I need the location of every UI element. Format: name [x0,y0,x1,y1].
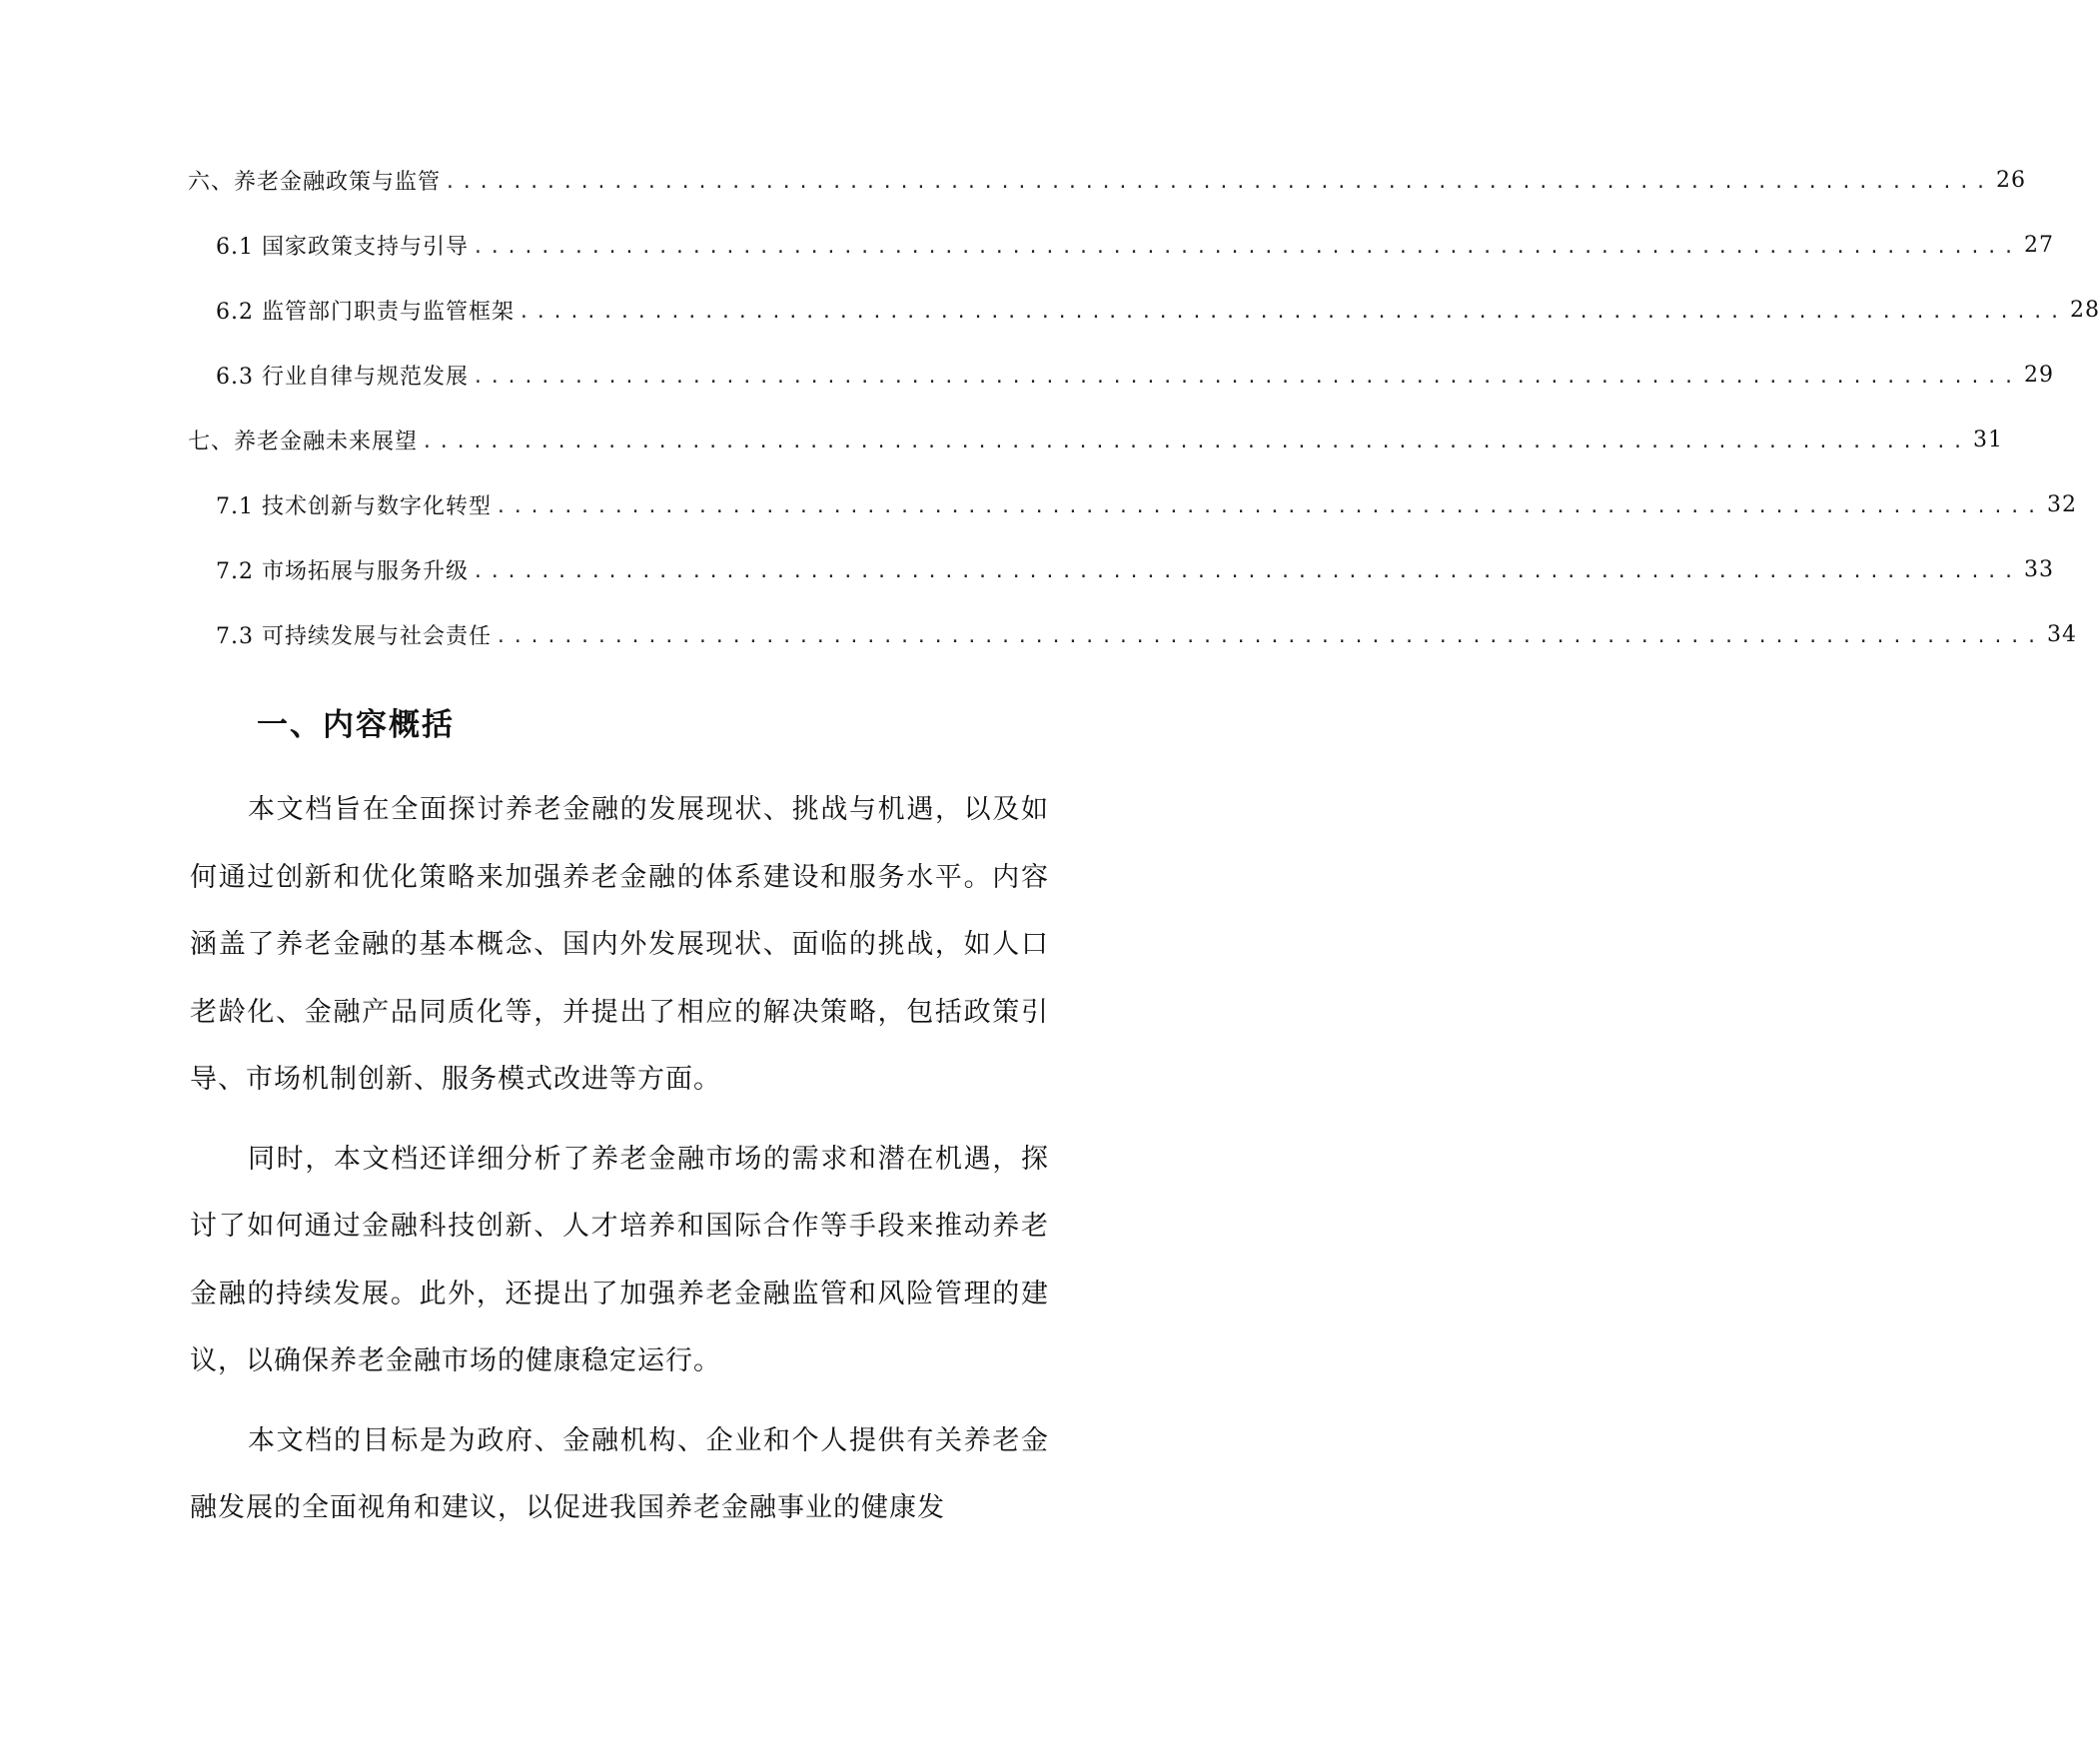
toc-page-number: 32 [2046,492,2077,517]
toc-page-number: 28 [2069,298,2100,323]
toc-entry-title: 6.1 国家政策支持与引导 [216,235,469,260]
toc-dot-leader: ............................................................................................ [445,172,1993,193]
toc-entry-title: 6.3 行业自律与规范发展 [216,365,469,390]
toc-entry-title: 6.2 监管部门职责与监管框架 [216,300,515,325]
toc-entry[interactable] [188,602,2077,667]
body-paragraph: 同时，本文档还详细分析了养老金融市场的需求和潜在机遇，探讨了如何通过金融科技创新、人才培养和国际合作等手段来推动养老金融的持续发展。此外，还提出了加强养老金融监管和风险管理的建议，以确保养老金融市场的健康稳定运行。 [190,1143,1049,1376]
toc-dot-leader: ............................................................................................ [518,302,2066,323]
toc-page-number: 31 [1973,428,2004,452]
toc-entry[interactable] [188,343,2054,408]
section-heading: 一、内容概括 [257,707,455,743]
toc-entry-title: 七、养老金融未来展望 [188,430,419,454]
body-paragraph: 本文档的目标是为政府、金融机构、企业和个人提供有关养老金融发展的全面视角和建议，以促进我国养老金融事业的健康发 [190,1424,1049,1523]
toc-entry-title: 六、养老金融政策与监管 [188,170,442,195]
toc-entry[interactable] [188,408,2004,472]
toc-entry[interactable] [188,213,2054,278]
toc-page-number: 29 [2023,363,2054,388]
toc-dot-leader: ............................................................................................ [472,237,2020,258]
body-paragraph: 本文档旨在全面探讨养老金融的发展现状、挑战与机遇，以及如何通过创新和优化策略来加强养老金融的体系建设和服务水平。内容涵盖了养老金融的基本概念、国内外发展现状、面临的挑战，如人口老龄化、金融产品同质化等，并提出了相应的解决策略，包括政策引导、市场机制创新、服务模式改进等方面。 [190,794,1049,1095]
toc-page-number: 26 [1996,168,2027,193]
table-of-contents [188,148,2100,667]
toc-page-number: 27 [2023,233,2054,258]
toc-page-number: 34 [2046,622,2077,647]
toc-entry-title: 7.1 技术创新与数字化转型 [216,494,492,519]
toc-dot-leader: ............................................................................................ [422,432,1970,452]
toc-entry[interactable] [188,472,2077,537]
toc-entry[interactable] [188,148,2027,213]
toc-dot-leader: ............................................................................................ [495,626,2043,647]
toc-dot-leader: ............................................................................................ [472,561,2020,582]
toc-dot-leader: ............................................................................................ [495,496,2043,517]
toc-entry[interactable] [188,537,2054,602]
toc-entry-title: 7.2 市场拓展与服务升级 [216,559,469,584]
toc-page-number: 33 [2023,557,2054,582]
toc-entry-title: 7.3 可持续发展与社会责任 [216,624,492,649]
toc-dot-leader: ............................................................................................ [472,367,2020,388]
toc-entry[interactable] [188,278,2100,343]
section-body [190,776,1049,1554]
